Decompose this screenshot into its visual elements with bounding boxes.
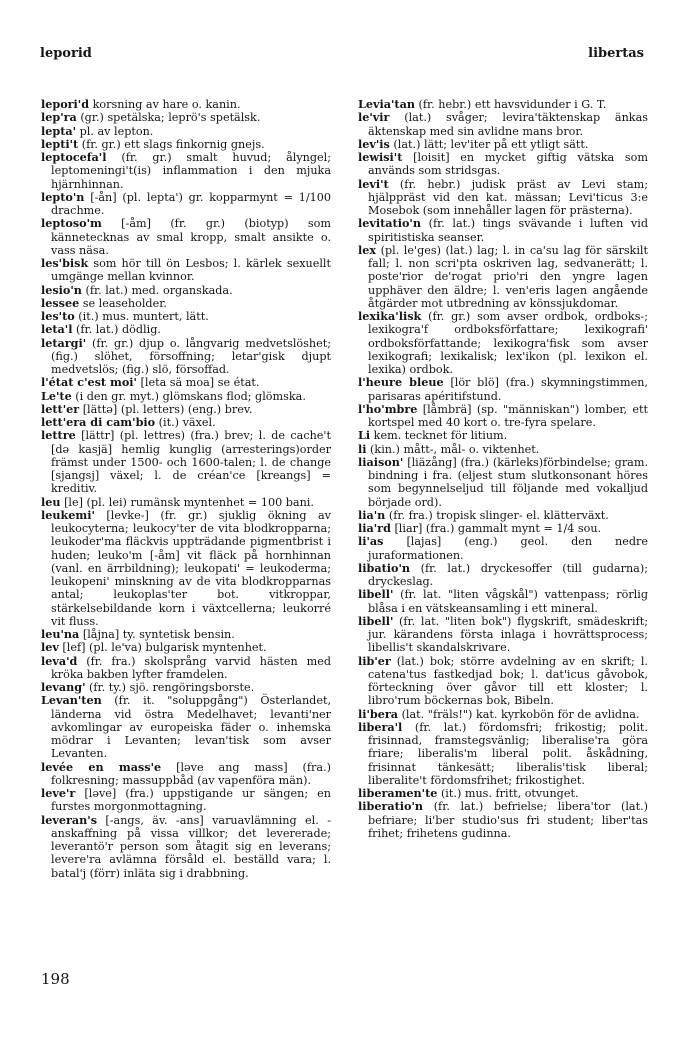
entry-definition: (fr. lat. "liten bok") flygskrift, smädeskrift; jur. kärandens första inlaga i hovrättsprocess; libellis't skandalskrivare. [368, 614, 648, 655]
dictionary-entry [358, 429, 648, 442]
running-head-right: libertas [588, 46, 644, 61]
entry-definition: (lat.) lätt; lev'iter på ett ytligt sätt. [389, 137, 589, 151]
entry-definition: (fr. lat.) dryckesoffer (till gudarna); dryckeslag. [368, 561, 648, 588]
entry-headword: lepto'n [41, 189, 85, 204]
dictionary-entry [41, 191, 331, 218]
entry-definition: [loisit] en mycket giftig vätska som används som stridsgas. [368, 151, 648, 178]
entry-headword: Levia'tan [358, 97, 415, 111]
dictionary-entry [358, 244, 648, 310]
entry-headword: lexika'lisk [358, 309, 422, 323]
entry-headword: l'heure bleue [358, 375, 444, 390]
dictionary-entry [358, 615, 648, 655]
entry-headword: levi't [358, 176, 389, 191]
entry-headword: li'bera [358, 706, 399, 721]
entry-definition: [-angs, äv. -ans] varuavlämning el. -anskaffning på vissa villkor; det levererade; leverantö'r person som åtagit sig en leverans; levere'ra avlämna försåld el. beställd vara; l. batal'j (förr) inläta sig i drabbning. [51, 813, 331, 880]
entry-definition: (lat.) svåger; levira'täktenskap änkas äktenskap med sin avlidne mans bror. [368, 111, 648, 138]
dictionary-entry [41, 641, 331, 654]
entry-headword: libell' [358, 587, 394, 602]
entry-definition: (fr. gr.) djup o. långvarig medvetslöshet; (fig.) slöhet, försoffning; letar'gisk djupt medvetslös; (fig.) slö, försoffad. [51, 336, 331, 376]
entry-headword: Levan'ten [41, 693, 102, 708]
entry-headword: libera'l [358, 719, 403, 734]
entry-definition: (it.) växel. [155, 416, 216, 429]
entry-headword: li [358, 441, 367, 456]
entry-definition: [lättə] (pl. letters) (eng.) brev. [79, 402, 253, 416]
entry-definition: [lättr] (pl. lettres) (fra.) brev; l. de cache't [də kasjä] hemlig kunglig (arresterings)order främst under 1500- och 1600-talen; l. de change [sjangsj] växel; l. de créan'ce [kreangs] = kreditiv. [51, 429, 331, 496]
dictionary-entry [41, 416, 331, 429]
dictionary-entry [41, 337, 331, 377]
entry-headword: levitatio'n [358, 216, 421, 231]
entry-headword: les'bisk [41, 256, 89, 270]
entry-definition: (kin.) mått-, mål- o. viktenhet. [366, 442, 540, 456]
entry-headword: lepta' [41, 123, 77, 138]
entry-headword: lesio'n [41, 282, 82, 297]
dictionary-entry [41, 284, 331, 297]
dictionary-entry [41, 787, 331, 814]
dictionary-entry [358, 178, 648, 218]
entry-headword: leva'd [41, 653, 78, 668]
entry-headword: li'as [358, 534, 384, 549]
entry-headword: l'ho'mbre [358, 401, 418, 416]
entry-definition: (fr. lat. "liten vågskål") vattenpass; rörlig blåsa i en vätskeansamling i ett mineral. [368, 588, 648, 615]
entry-definition: [leta sä moa] se état. [136, 376, 260, 390]
entry-definition: [låjna] ty. syntetisk bensin. [79, 628, 235, 641]
entry-headword: leptoso'm [41, 216, 102, 231]
entry-definition: pl. av lepton. [76, 124, 154, 138]
entry-definition: [lör blö] (fra.) skymningstimmen, parisaras apéritifstund. [368, 376, 648, 403]
entry-definition: [ləve ang mass] (fra.) folkresning; massuppbåd (av vapenföra män). [51, 760, 331, 787]
entry-definition: [le] (pl. lei) rumänsk myntenhet = 100 bani. [60, 495, 314, 509]
dictionary-entry [41, 628, 331, 641]
entry-definition: (fr. lat.) befrielse; libera'tor (lat.) befriare; li'ber studio'sus fri student; liber'tas frihet; frihetens gudinna. [368, 800, 648, 840]
entry-headword: lev [41, 640, 59, 655]
entry-headword: lessee [41, 295, 80, 310]
entry-headword: leu'na [41, 627, 80, 641]
dictionary-entry [358, 138, 648, 151]
entry-definition: (fr. lat.) med. organskada. [81, 283, 233, 297]
entry-headword: libell' [358, 613, 394, 628]
dictionary-entry [41, 151, 331, 191]
dictionary-entry [358, 310, 648, 376]
dictionary-entry [41, 257, 331, 284]
entry-definition: (fr. lat.) fördomsfri; frikostig; polit. frisinnad, framstegsvänlig; liberalise'ra göra friare; liberalis'm liberal polit. åskådning, frisinnat tänkesätt; liberalis'tisk liberal; liberalite't fördomsfrihet; frikostighet. [368, 720, 648, 787]
entry-headword: lepti't [41, 136, 79, 151]
dictionary-entry [358, 376, 648, 403]
dictionary-entry [358, 456, 648, 509]
dictionary-entry [41, 310, 331, 323]
entry-headword: liberamen'te [358, 786, 438, 800]
dictionary-entry [358, 443, 648, 456]
right-column [358, 98, 648, 840]
dictionary-entry [41, 429, 331, 495]
dictionary-entry [358, 522, 648, 535]
entry-definition: [lef] (pl. le'va) bulgarisk myntenhet. [58, 641, 267, 655]
entry-headword: l'état c'est moi' [41, 375, 137, 390]
dictionary-entry [41, 509, 331, 628]
entry-definition: (fr. fra.) tropisk slinger- el. klätterväxt. [385, 508, 609, 522]
entry-headword: le'vir [358, 110, 390, 125]
dictionary-entry [358, 721, 648, 787]
entry-headword: lib'er [358, 653, 391, 668]
entry-headword: lettre [41, 428, 76, 443]
entry-headword: lia'rd [358, 521, 391, 535]
entry-definition: (i den gr. myt.) glömskans flod; glömska. [71, 389, 306, 403]
entry-headword: leptocefa'l [41, 150, 107, 164]
entry-definition: (fr. gr.) smalt huvud; ålyngel; leptomeningi't(is) inflammation i den mjuka hjärnhinnan. [51, 151, 331, 191]
entry-definition: (fr. hebr.) judisk präst av Levi stam; hjälppräst vid den kat. mässan; Levi'ticus 3:e Mosebok (som innehåller lagen för prästerna). [368, 177, 648, 217]
entry-headword: lep'ra [41, 110, 77, 125]
dictionary-entry [41, 655, 331, 682]
dictionary-entry [358, 655, 648, 708]
page-number: 198 [41, 970, 70, 988]
entry-definition: korsning av hare o. kanin. [89, 98, 241, 111]
entry-headword: levée en mass'e [41, 759, 162, 774]
entry-definition: [ləve] (fra.) uppstigande ur sängen; en furstes morgonmottagning. [51, 787, 331, 814]
dictionary-entry [41, 323, 331, 336]
dictionary-entry [41, 376, 331, 389]
entry-definition: (lat. "fräls!") kat. kyrkobön för de avlidna. [398, 707, 640, 721]
entry-headword: les'to [41, 309, 75, 323]
entry-definition: (pl. le'ges) (lat.) lag; l. in ca'su lag för särskilt fall; l. non scri'pta oskriven lag, sedvanerätt; l. poste'rior de'rogat prio'ri den yngre lagen upphäver den äldre; l. ven'eris lagen angående åtgärder mot utbredning av könssjukdomar. [368, 243, 648, 310]
entry-definition: (fr. lat.) dödlig. [72, 323, 161, 337]
dictionary-entry [358, 708, 648, 721]
entry-headword: lett'era di cam'bio [41, 415, 156, 429]
entry-definition: se leaseholder. [79, 296, 167, 310]
entry-definition: [lajas] (eng.) geol. den nedre juraformationen. [368, 535, 648, 562]
entry-headword: libatio'n [358, 560, 411, 575]
entry-headword: leveran's [41, 812, 97, 827]
dictionary-entry [358, 535, 648, 562]
dictionary-entry [41, 390, 331, 403]
entry-definition: (it.) mus. muntert, lätt. [74, 310, 209, 323]
entry-definition: (fr. lat.) tings svävande i luften vid spiritistiska seanser. [368, 217, 648, 244]
entry-headword: leve'r [41, 786, 76, 800]
entry-headword: lex [358, 242, 377, 257]
entry-definition: (gr.) spetälska; leprö's spetälsk. [76, 111, 261, 125]
entry-definition: [levke-] (fr. gr.) sjuklig ökning av leukocyterna; leukocy'ter de vita blodkropparna; leukoder'ma fläckvis uppträdande pigmentbrist i huden; leuko'm [-åm] vit fläck på hornhinnan (vanl. en ärrbildning); leukopati' = leukoderma; leukopeni' minskning av de vita blodkropparnas antal; leukoplas'ter bot. vitkroppar, stärkelsebildande korn i växtcellerna; leukorré vit fluss. [51, 508, 331, 628]
dictionary-entry [41, 125, 331, 138]
entry-definition: kem. tecknet för litium. [370, 429, 508, 443]
dictionary-entry [358, 800, 648, 840]
dictionary-entry [358, 217, 648, 244]
dictionary-entry [358, 151, 648, 178]
dictionary-entry [41, 814, 331, 880]
dictionary-entry [41, 403, 331, 416]
entry-headword: leu [41, 494, 61, 509]
entry-definition: som hör till ön Lesbos; l. kärlek sexuellt umgänge mellan kvinnor. [51, 257, 331, 284]
entry-headword: lev'is [358, 136, 390, 151]
left-column [41, 98, 331, 880]
entry-headword: leta'l [41, 322, 73, 337]
dictionary-entry [358, 111, 648, 138]
entry-headword: lia'n [358, 507, 386, 522]
entry-definition: [låmbrä] (sp. "människan") lomber, ett kortspel med 40 kort o. tre-fyra spelare. [368, 402, 648, 429]
entry-definition: (fr. hebr.) ett havsvidunder i G. T. [414, 98, 607, 111]
entry-headword: liberatio'n [358, 799, 424, 814]
dictionary-entry [41, 138, 331, 151]
entry-headword: Le'te [41, 388, 72, 403]
dictionary-entry [41, 496, 331, 509]
entry-definition: (fr. gr.) ett slags finkornig gnejs. [78, 137, 265, 151]
entry-headword: lepori'd [41, 97, 90, 111]
dictionary-entry [358, 403, 648, 430]
entry-definition: (fr. fra.) skolsprång varvid hästen med kröka bakben lyfter framdelen. [51, 654, 331, 681]
entry-definition: (fr. gr.) som avser ordbok, ordboks-; lexikogra'f ordboksförfattare; lexikografi' ordboksförfattande; lexikogra'fisk som avser lexikografi; lexikalisk; lex'ikon (pl. lexikon el. lexika) ordbok. [368, 310, 648, 376]
entry-definition: (fr. ty.) sjö. rengöringsborste. [85, 681, 255, 694]
dictionary-entry [41, 761, 331, 788]
entry-definition: (fr. it. "soluppgång") Österlandet, länderna vid östra Medelhavet; levanti'ner avkomlingar av europeiska fäder o. inhemska mödrar i Levanten; levan'tisk som avser Levanten. [51, 694, 331, 761]
entry-headword: liaison' [358, 454, 404, 469]
entry-headword: levang' [41, 680, 86, 694]
entry-definition: [liäzång] (fra.) (kärleks)förbindelse; gram. bindning i fra. (eljest stum slutkonsonant höres som begynnelseljud till följande med vokalljud började ord). [368, 455, 648, 509]
running-head-left: leporid [40, 46, 92, 61]
dictionary-entry [41, 297, 331, 310]
dictionary-entry [358, 562, 648, 589]
entry-definition: (lat.) bok; större avdelning av en skrift; l. catena'tus fastkedjad bok; l. dat'icus gåvobok, förteckning över gåvor till ett kloster; l. libro'rum böckernas bok, Bibeln. [368, 654, 648, 708]
dictionary-entry [358, 509, 648, 522]
entry-definition: [-ån] (pl. lepta') gr. kopparmynt = 1/100 drachme. [51, 190, 331, 217]
entry-headword: leukemi' [41, 507, 95, 522]
dictionary-entry [41, 111, 331, 124]
dictionary-entry [41, 694, 331, 760]
entry-definition: (it.) mus. fritt, otvunget. [437, 787, 579, 800]
entry-definition: [liar] (fra.) gammalt mynt = 1/4 sou. [390, 522, 602, 535]
entry-headword: lett'er [41, 401, 80, 416]
dictionary-entry [41, 98, 331, 111]
entry-headword: letargi' [41, 335, 87, 350]
entry-headword: Li [358, 428, 371, 443]
entry-definition: [-åm] (fr. gr.) (biotyp) som kännetecknas av smal kropp, smalt ansikte o. vass näsa. [51, 217, 331, 257]
dictionary-entry [358, 98, 648, 111]
dictionary-entry [41, 217, 331, 257]
dictionary-entry [358, 588, 648, 615]
entry-headword: lewisi't [358, 150, 403, 164]
dictionary-entry [358, 787, 648, 800]
dictionary-entry [41, 681, 331, 694]
